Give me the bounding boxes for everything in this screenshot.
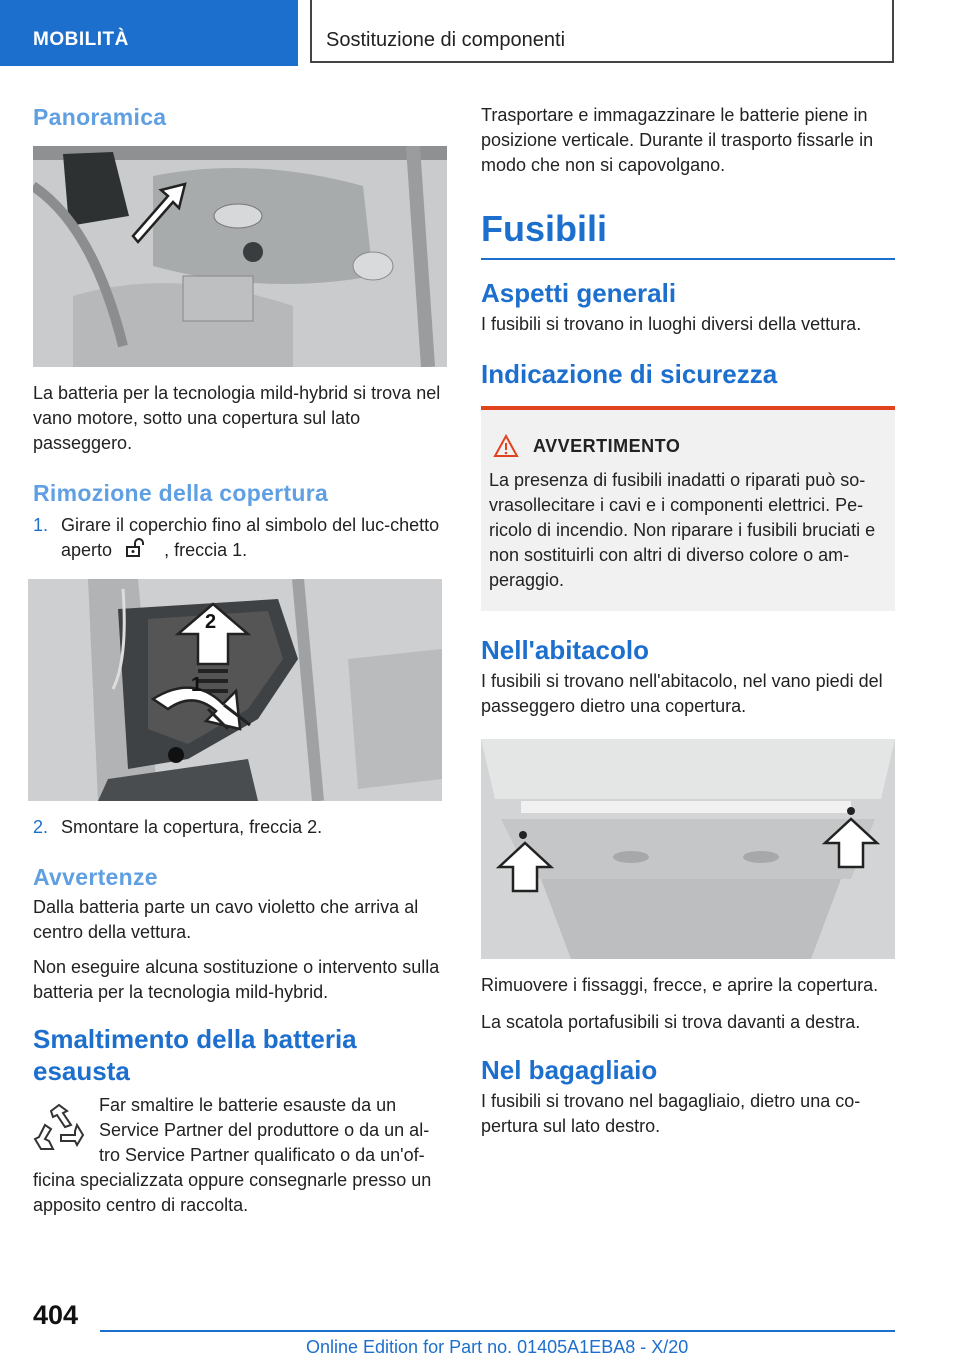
remove-text: Rimuovere i fissaggi, frecce, e aprire la copertura.: [481, 975, 879, 995]
fuses-heading: Fusibili: [481, 208, 607, 249]
recycle-icon: [33, 1103, 85, 1155]
arrow-1-label: 1: [191, 674, 203, 696]
notes-paragraph-1: Dalla batteria parte un cavo violetto che arriva al centro della vettura.: [33, 897, 419, 942]
section-tab: [0, 0, 298, 66]
step-1-text-b: , freccia 1.: [164, 540, 248, 560]
disposal-block: [33, 1093, 447, 1218]
warning-title: AVVERTIMENTO: [533, 436, 681, 456]
warning-triangle-icon: [493, 434, 519, 463]
disposal-text-b: ficina specializzata oppure consegnarle presso un apposito centro di raccolta.: [33, 1170, 432, 1215]
battery-cover-photo: [28, 579, 442, 801]
unlock-icon: [123, 538, 153, 558]
removal-heading: Rimozione della copertura: [33, 480, 329, 506]
fuse-cover-photo: [481, 739, 895, 959]
cabin-heading: Nell'abitacolo: [481, 635, 649, 665]
warning-text: La presenza di fusibili inadatti o riparati può so-vrasollecitare i cavi e i componenti elettrici. Pe-ricolo di incendio. Non riparare i fusibili bruciati e non sostituirli con altri di diverso colore o am-peraggio.: [489, 470, 876, 590]
fuse-cover-illustration: [481, 739, 895, 959]
engine-bay-illustration: [33, 146, 447, 367]
chapter-title: Sostituzione di componenti: [326, 29, 566, 51]
step-1-text-a: Girare il coperchio fino al simbolo del luc-chetto aperto: [61, 515, 440, 560]
safety-heading: Indicazione di sicurezza: [481, 359, 778, 389]
notes-paragraph-2: Non eseguire alcuna sostituzione o intervento sulla batteria per la tecnologia mild-hybrid.: [33, 957, 440, 1002]
notes-heading: Avvertenze: [33, 864, 158, 890]
engine-bay-photo: [33, 146, 447, 367]
step-2: [33, 815, 447, 840]
footer-rule: [100, 1330, 895, 1332]
arrow-2-label: 2: [205, 611, 217, 633]
step-1-number: 1.: [33, 515, 49, 535]
trunk-heading: Nel bagagliaio: [481, 1055, 658, 1085]
right-column: [481, 100, 895, 1139]
general-text: I fusibili si trovano in luoghi diversi della vettura.: [481, 314, 862, 334]
step-2-number: 2.: [33, 817, 49, 837]
trunk-text: I fusibili si trovano nel bagagliaio, dietro una co-pertura sul lato destro.: [481, 1091, 861, 1136]
general-heading: Aspetti generali: [481, 278, 677, 308]
disposal-text-a: Far smaltire le batterie esauste da un Service Partner del produttore o da un al-tro Service Partner qualificato o da un'of-: [99, 1095, 430, 1165]
chapter-title-box: [310, 0, 894, 63]
transport-text: Trasportare e immagazzinare le batterie piene in posizione verticale. Durante il trasporto fissarle in modo che non si capovolgano.: [481, 105, 874, 175]
overview-text: La batteria per la tecnologia mild-hybrid si trova nel vano motore, sotto una copertura sul lato passeggero.: [33, 383, 441, 453]
step-1: [33, 513, 447, 563]
page-header: [0, 0, 960, 66]
warning-title-row: [493, 436, 887, 462]
step-2-text: Smontare la copertura, freccia 2.: [61, 817, 323, 837]
cabin-text: I fusibili si trovano nell'abitacolo, nel vano piedi del passeggero dietro una copertura.: [481, 671, 883, 716]
overview-heading: Panoramica: [33, 104, 167, 130]
left-column: [33, 100, 447, 1218]
page-number: 404: [33, 1300, 79, 1330]
fuses-rule: [481, 258, 895, 260]
warning-box: [481, 406, 895, 611]
edition-text: Online Edition for Part no. 01405A1EBA8 - X/20: [306, 1337, 689, 1357]
step-1-text: [61, 513, 447, 563]
disposal-heading: Smaltimento della batteria esausta: [33, 1024, 357, 1086]
section-label: MOBILITÀ: [33, 29, 129, 50]
fusebox-text: La scatola portafusibili si trova davanti a destra.: [481, 1012, 861, 1032]
battery-cover-illustration: [28, 579, 442, 801]
